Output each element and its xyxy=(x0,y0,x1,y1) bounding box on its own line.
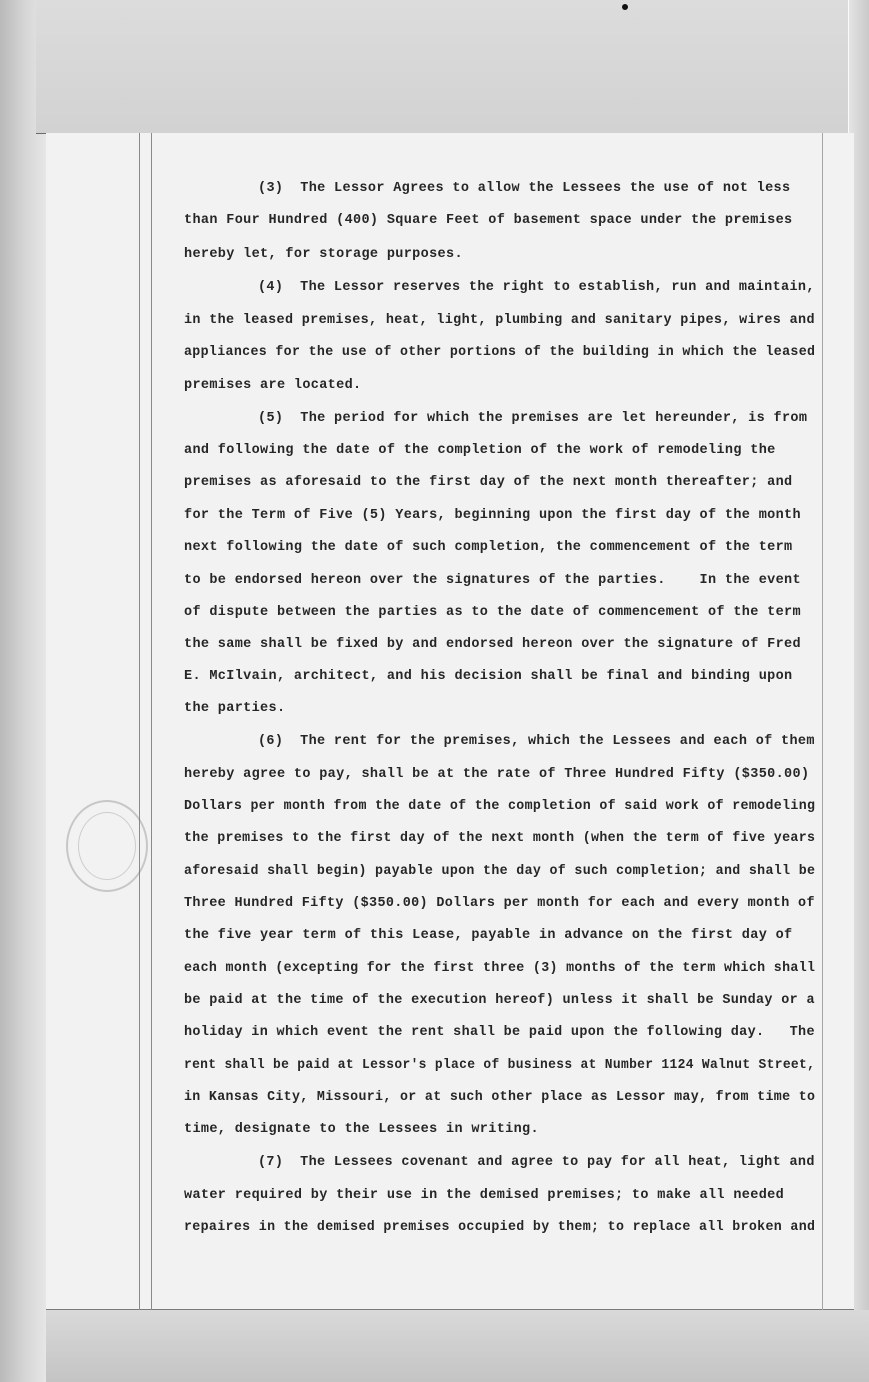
text-line: holiday in which event the rent shall be paid upon the following day. The xyxy=(184,1025,815,1040)
text-line: repaires in the demised premises occupied by them; to replace all broken and xyxy=(184,1220,816,1235)
text-line: to be endorsed hereon over the signatures of the parties. In the event xyxy=(184,573,801,588)
text-line: premises as aforesaid to the first day of the next month thereafter; and xyxy=(184,475,793,490)
text-line: premises are located. xyxy=(184,378,362,393)
text-line: the parties. xyxy=(184,701,286,716)
text-line: next following the date of such completion, the commencement of the term xyxy=(184,540,793,555)
text-line: (3) The Lessor Agrees to allow the Lessees the use of not less xyxy=(258,181,791,196)
text-line: in Kansas City, Missouri, or at such other place as Lessor may, from time to xyxy=(184,1090,816,1105)
text-line: Three Hundred Fifty ($350.00) Dollars per month for each and every month of xyxy=(184,896,815,911)
text-line: E. McIlvain, architect, and his decision shall be final and binding upon xyxy=(184,669,793,684)
text-line: the five year term of this Lease, payable in advance on the first day of xyxy=(184,928,793,943)
text-line: (7) The Lessees covenant and agree to pay for all heat, light and xyxy=(258,1155,815,1170)
text-line: the premises to the first day of the next month (when the term of five years xyxy=(184,831,816,846)
text-line: Dollars per month from the date of the completion of said work of remodeling xyxy=(184,799,816,814)
margin-rule-right xyxy=(822,133,823,1310)
text-line: for the Term of Five (5) Years, beginning upon the first day of the month xyxy=(184,508,801,523)
scan-left-edge xyxy=(0,0,46,1382)
text-line: in the leased premises, heat, light, plumbing and sanitary pipes, wires and xyxy=(184,313,815,328)
margin-rule-left-inner xyxy=(151,133,152,1310)
text-line: each month (excepting for the first three (3) months of the term which shall xyxy=(184,961,816,976)
text-line: (6) The rent for the premises, which the Lessees and each of them xyxy=(258,734,815,749)
text-line: rent shall be paid at Lessor's place of business at Number 1124 Walnut Street, xyxy=(184,1058,816,1073)
text-line: appliances for the use of other portions of the building in which the leased xyxy=(184,345,816,360)
text-line: be paid at the time of the execution hereof) unless it shall be Sunday or a xyxy=(184,993,815,1008)
text-line: hereby agree to pay, shall be at the rate of Three Hundred Fifty ($350.00) xyxy=(184,767,810,782)
text-line: time, designate to the Lessees in writing. xyxy=(184,1122,539,1137)
faded-seal-stamp xyxy=(66,800,148,892)
text-line: aforesaid shall begin) payable upon the day of such completion; and shall be xyxy=(184,864,816,879)
text-line: hereby let, for storage purposes. xyxy=(184,247,463,262)
text-line: the same shall be fixed by and endorsed hereon over the signature of Fred xyxy=(184,637,801,652)
scan-bottom-area xyxy=(46,1310,869,1382)
text-line: than Four Hundred (400) Square Feet of basement space under the premises xyxy=(184,213,793,228)
text-line: of dispute between the parties as to the date of commencement of the term xyxy=(184,605,801,620)
text-line: (4) The Lessor reserves the right to establish, run and maintain, xyxy=(258,280,815,295)
text-line: water required by their use in the demised premises; to make all needed xyxy=(184,1188,785,1203)
margin-rule-left xyxy=(139,133,140,1310)
folded-top-flap xyxy=(36,0,848,134)
ink-speck xyxy=(622,4,628,10)
text-line: and following the date of the completion of the work of remodeling the xyxy=(184,443,776,458)
text-line: (5) The period for which the premises are let hereunder, is from xyxy=(258,411,808,426)
